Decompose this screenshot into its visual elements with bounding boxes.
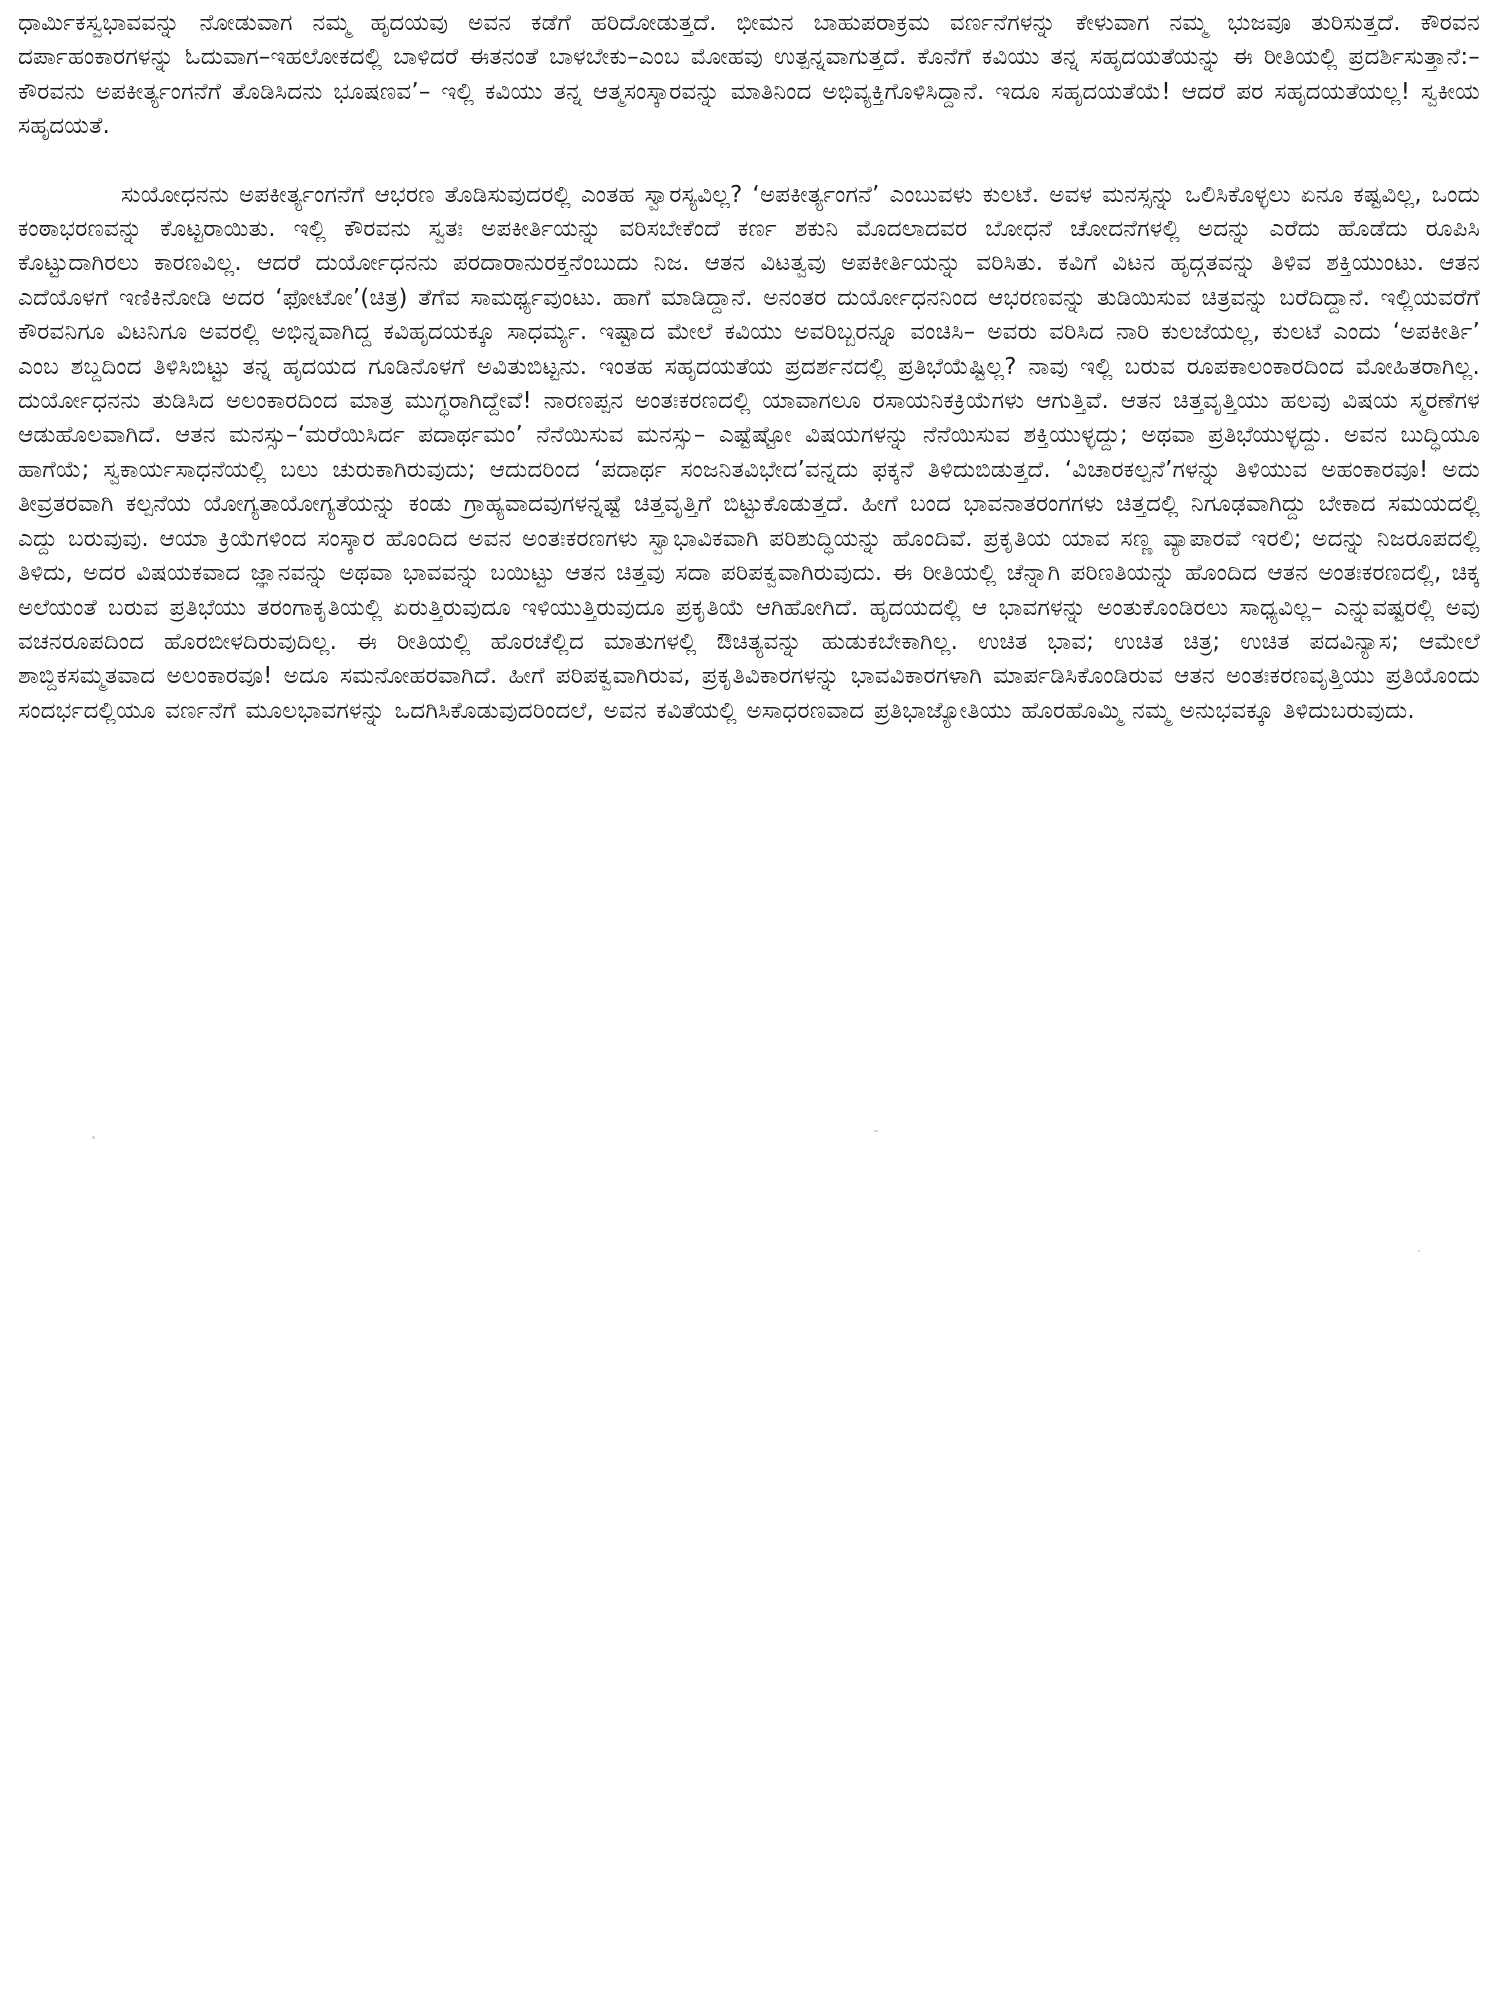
scan-speck bbox=[92, 1136, 95, 1139]
body-paragraph-2: ಸುಯೋಧನನು ಅಪಕೀರ್ತ್ಯಂಗನೆಗೆ ಆಭರಣ ತೊಡಿಸುವುದರಲ್ಲಿ ಎಂತಹ ಸ್ವಾರಸ್ಯವಿಲ್ಲ? ‘ಅಪಕೀರ್ತ್ಯಂಗನೆ’ ಎಂಬುವಳು ಕುಲಟೆ. ಅವಳ ಮನಸ್ಸನ್ನು ಒಲಿಸಿಕೊಳ್ಳಲು ಏನೂ ಕಷ್ಟವಿಲ್ಲ, ಒಂದು ಕಂಠಾಭರಣವನ್ನು ಕೊಟ್ಟರಾಯಿತು. ಇಲ್ಲಿ ಕೌರವನು ಸ್ವತಃ ಅಪಕೀರ್ತಿಯನ್ನು ವರಿಸಬೇಕೆಂದೆ ಕರ್ಣ ಶಕುನಿ ಮೊದಲಾದವರ ಬೋಧನೆ ಚೋದನೆಗಳಲ್ಲಿ ಅದನ್ನು ಎರೆದು ಹೊಡೆದು ರೂಪಿಸಿ ಕೊಟ್ಟುದಾಗಿರಲು ಕಾರಣವಿಲ್ಲ. ಆದರೆ ದುರ್ಯೋಧನನು ಪರದಾರಾನುರಕ್ತನೆಂಬುದು ನಿಜ. ಆತನ ವಿಟತ್ವವು ಅಪಕೀರ್ತಿಯನ್ನು ವರಿಸಿತು. ಕವಿಗೆ ವಿಟನ ಹೃದ್ಗತವನ್ನು ತಿಳಿವ ಶಕ್ತಿಯುಂಟು. ಆತನ ಎದೆಯೊಳಗೆ ಇಣಿಕಿನೋಡಿ ಅದರ ‘ಫೋಟೋ’(ಚಿತ್ರ) ತೆಗೆವ ಸಾಮರ್ಥ್ಯವುಂಟು. ಹಾಗೆ ಮಾಡಿದ್ದಾನೆ. ಅನಂತರ ದುರ್ಯೋಧನನಿಂದ ಆಭರಣವನ್ನು ತುಡಿಯಿಸುವ ಚಿತ್ರವನ್ನು ಬರೆದಿದ್ದಾನೆ. ಇಲ್ಲಿಯವರೆಗೆ ಕೌರವನಿಗೂ ವಿಟನಿಗೂ ಅವರಲ್ಲಿ ಅಭಿನ್ನವಾಗಿದ್ದ ಕವಿಹೃದಯಕ್ಕೂ ಸಾಧರ್ಮ್ಯ. ಇಷ್ಟಾದ ಮೇಲೆ ಕವಿಯು ಅವರಿಬ್ಬರನ್ನೂ ವಂಚಿಸಿ– ಅವರು ವರಿಸಿದ ನಾರಿ ಕುಲಜೆಯಲ್ಲ, ಕುಲಟೆ ಎಂದು ‘ಅಪಕೀರ್ತಿ’ ಎಂಬ ಶಬ್ದದಿಂದ ತಿಳಿಸಿಬಿಟ್ಟು ತನ್ನ ಹೃದಯದ ಗೂಡಿನೊಳಗೆ ಅವಿತುಬಿಟ್ಟನು. ಇಂತಹ ಸಹೃದಯತೆಯ ಪ್ರದರ್ಶನದಲ್ಲಿ ಪ್ರತಿಭೆಯೆಷ್ಟಿಲ್ಲ? ನಾವು ಇಲ್ಲಿ ಬರುವ ರೂಪಕಾಲಂಕಾರದಿಂದ ಮೋಹಿತರಾಗಿಲ್ಲ. ದುರ್ಯೋಧನನು ತುಡಿಸಿದ ಅಲಂಕಾರದಿಂದ ಮಾತ್ರ ಮುಗ್ಧರಾಗಿದ್ದೇವೆ! ನಾರಣಪ್ಪನ ಅಂತಃಕರಣದಲ್ಲಿ ಯಾವಾಗಲೂ ರಸಾಯನಿಕಕ್ರಿಯೆಗಳು ಆಗುತ್ತಿವೆ. ಆತನ ಚಿತ್ತವೃತ್ತಿಯು ಹಲವು ವಿಷಯ ಸ್ಮರಣೆಗಳ ಆಡುಹೊಲವಾಗಿದೆ. ಆತನ ಮನಸ್ಸು–‘ಮರೆಯಿಸಿರ್ದ ಪದಾರ್ಥಮಂ’ ನೆನೆಯಿಸುವ ಮನಸ್ಸು– ಎಷ್ಟೆಷ್ಟೋ ವಿಷಯಗಳನ್ನು ನೆನೆಯಿಸುವ ಶಕ್ತಿಯುಳ್ಳದ್ದು; ಅಥವಾ ಪ್ರತಿಭೆಯುಳ್ಳದ್ದು. ಅವನ ಬುದ್ಧಿಯೂ ಹಾಗೆಯೆ; ಸ್ವಕಾರ್ಯಸಾಧನೆಯಲ್ಲಿ ಬಲು ಚುರುಕಾಗಿರುವುದು; ಆದುದರಿಂದ ‘ಪದಾರ್ಥ ಸಂಜನಿತವಿಭೇದ’ವನ್ನದು ಫಕ್ಕನೆ ತಿಳಿದುಬಿಡುತ್ತದೆ. ‘ವಿಚಾರಕಲ್ಪನೆ’ಗಳನ್ನು ತಿಳಿಯುವ ಅಹಂಕಾರವೂ! ಅದು ತೀವ್ರತರವಾಗಿ ಕಲ್ಪನೆಯ ಯೋಗ್ಯತಾಯೋಗ್ಯತೆಯನ್ನು ಕಂಡು ಗ್ರಾಹ್ಯವಾದವುಗಳನ್ನಷ್ಟೆ ಚಿತ್ತವೃತ್ತಿಗೆ ಬಿಟ್ಟುಕೊಡುತ್ತದೆ. ಹೀಗೆ ಬಂದ ಭಾವನಾತರಂಗಗಳು ಚಿತ್ತದಲ್ಲಿ ನಿಗೂಢವಾಗಿದ್ದು ಬೇಕಾದ ಸಮಯದಲ್ಲಿ ಎದ್ದು ಬರುವುವು. ಆಯಾ ಕ್ರಿಯೆಗಳಿಂದ ಸಂಸ್ಕಾರ ಹೊಂದಿದ ಅವನ ಅಂತಃಕರಣಗಳು ಸ್ವಾಭಾವಿಕವಾಗಿ ಪರಿಶುದ್ಧಿಯನ್ನು ಹೊಂದಿವೆ. ಪ್ರಕೃತಿಯ ಯಾವ ಸಣ್ಣ ವ್ಯಾಪಾರವೆ ಇರಲಿ; ಅದನ್ನು ನಿಜರೂಪದಲ್ಲಿ ತಿಳಿದು, ಅದರ ವಿಷಯಕವಾದ ಜ್ಞಾನವನ್ನು ಅಥವಾ ಭಾವವನ್ನು ಬಯಿಟ್ಟು ಆತನ ಚಿತ್ತವು ಸದಾ ಪರಿಪಕ್ವವಾಗಿರುವುದು. ಈ ರೀತಿಯಲ್ಲಿ ಚೆನ್ನಾಗಿ ಪರಿಣತಿಯನ್ನು ಹೊಂದಿದ ಆತನ ಅಂತಃಕರಣದಲ್ಲಿ, ಚಿಕ್ಕ ಅಲೆಯಂತೆ ಬರುವ ಪ್ರತಿಭೆಯು ತರಂಗಾಕೃತಿಯಲ್ಲಿ ಏರುತ್ತಿರುವುದೂ ಇಳಿಯುತ್ತಿರುವುದೂ ಪ್ರಕೃತಿಯೆ ಆಗಿಹೋಗಿದೆ. ಹೃದಯದಲ್ಲಿ ಆ ಭಾವಗಳನ್ನು ಅಂತುಕೊಂಡಿರಲು ಸಾಧ್ಯವಿಲ್ಲ– ಎನ್ನುವಷ್ಟರಲ್ಲಿ ಅವು ವಚನರೂಪದಿಂದ ಹೊರಬೀಳದಿರುವುದಿಲ್ಲ. ಈ ರೀತಿಯಲ್ಲಿ ಹೊರಚೆಲ್ಲಿದ ಮಾತುಗಳಲ್ಲಿ ಔಚಿತ್ಯವನ್ನು ಹುಡುಕಬೇಕಾಗಿಲ್ಲ. ಉಚಿತ ಭಾವ; ಉಚಿತ ಚಿತ್ರ; ಉಚಿತ ಪದವಿನ್ಯಾಸ; ಆಮೇಲೆ ಶಾಬ್ದಿಕಸಮ್ಮತವಾದ ಅಲಂಕಾರವೂ! ಅದೂ ಸಮನೋಹರವಾಗಿದೆ. ಹೀಗೆ ಪರಿಪಕ್ವವಾಗಿರುವ, ಪ್ರಕೃತಿವಿಕಾರಗಳನ್ನು ಭಾವವಿಕಾರಗಳಾಗಿ ಮಾರ್ಪಡಿಸಿಕೊಂಡಿರುವ ಆತನ ಅಂತಃಕರಣವೃತ್ತಿಯು ಪ್ರತಿಯೊಂದು ಸಂದರ್ಭದಲ್ಲಿಯೂ ವರ್ಣನೆಗೆ ಮೂಲಭಾವಗಳನ್ನು ಒದಗಿಸಿಕೊಡುವುದರಿಂದಲೆ, ಅವನ ಕವಿತೆಯಲ್ಲಿ ಅಸಾಧರಣವಾದ ಪ್ರತಿಭಾಜ್ಯೋತಿಯು ಹೊರಹೊಮ್ಮಿ ನಮ್ಮ ಅನುಭವಕ್ಕೂ ತಿಳಿದುಬರುವುದು. bbox=[18, 181, 1480, 724]
document-page bbox=[18, 6, 1480, 1996]
scan-speck bbox=[874, 1130, 878, 1132]
scan-speck bbox=[1418, 1250, 1420, 1252]
body-paragraph-1: ಧಾರ್ಮಿಕಸ್ವಭಾವವನ್ನು ನೋಡುವಾಗ ನಮ್ಮ ಹೃದಯವು ಅವನ ಕಡೆಗೆ ಹರಿದೋಡುತ್ತದೆ. ಭೀಮನ ಬಾಹುಪರಾಕ್ರಮ ವರ್ಣನೆಗಳನ್ನು ಕೇಳುವಾಗ ನಮ್ಮ ಭುಜವೂ ತುರಿಸುತ್ತದೆ. ಕೌರವನ ದರ್ಪಾಹಂಕಾರಗಳನ್ನು ಓದುವಾಗ–ಇಹಲೋಕದಲ್ಲಿ ಬಾಳಿದರೆ ಈತನಂತೆ ಬಾಳಬೇಕು–ಎಂಬ ಮೋಹವು ಉತ್ಪನ್ನವಾಗುತ್ತದೆ. ಕೊನೆಗೆ ಕವಿಯು ತನ್ನ ಸಹೃದಯತೆಯನ್ನು ಈ ರೀತಿಯಲ್ಲಿ ಪ್ರದರ್ಶಿಸುತ್ತಾನೆ:– ಕೌರವನು ಅಪಕೀರ್ತ್ಯಂಗನೆಗೆ ತೊಡಿಸಿದನು ಭೂಷಣವ’– ಇಲ್ಲಿ ಕವಿಯು ತನ್ನ ಆತ್ಮಸಂಸ್ಕಾರವನ್ನು ಮಾತಿನಿಂದ ಅಭಿವ್ಯಕ್ತಿಗೊಳಿಸಿದ್ದಾನೆ. ಇದೂ ಸಹೃದಯತೆಯೆ! ಆದರೆ ಪರ ಸಹೃದಯತೆಯಲ್ಲ! ಸ್ವಕೀಯ ಸಹೃದಯತೆ. bbox=[18, 10, 1480, 140]
